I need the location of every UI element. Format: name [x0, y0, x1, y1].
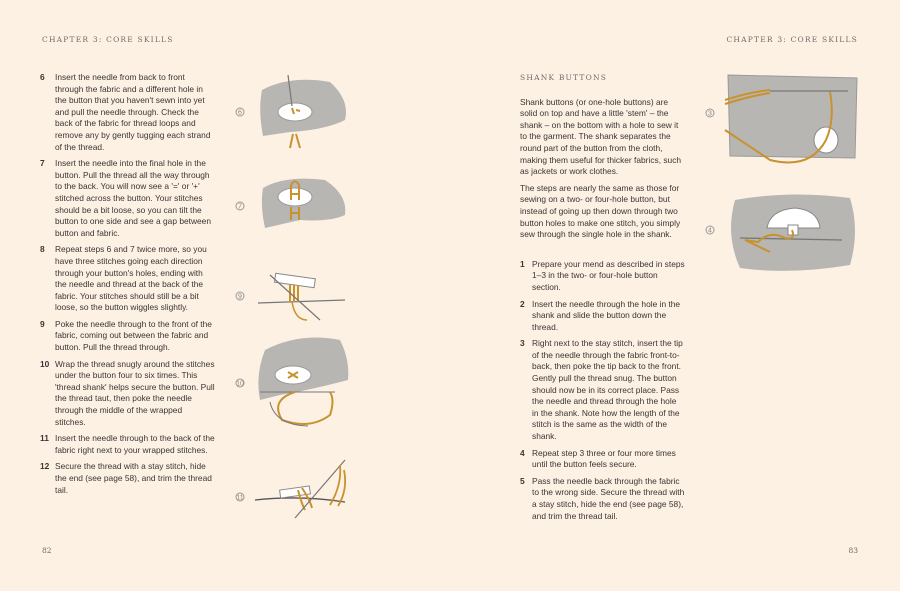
step-6 — [40, 72, 215, 153]
step-8 — [40, 244, 215, 314]
step-text: Insert the needle through the hole in the shank and slide the button down the thread. — [532, 298, 681, 332]
intro-paragraph: Shank buttons (or one-hole buttons) are solid on top and have a little 'stem' – the shank – on the bottom with a hole to sew it to the garment. The shank separates the round part of the button from the cloth, making them useful for thicker fabrics, such as jackets or work clothes. — [520, 96, 682, 177]
step-12 — [40, 461, 215, 496]
step-text: Right next to the stay stitch, insert the tip of the needle through the fabric front-to-back, then poke the tip back to the front. Gently pull the thread snug. The button should now be in its correct place. Pass the needle and thread through the hole in the shank. Note how the length of the stitch is the same as the width of the shank. — [532, 338, 683, 442]
section-title: SHANK BUTTONS — [520, 73, 608, 82]
step-text: Repeat steps 6 and 7 twice more, so you have three stitches going each direction through your button's holes, ending with the needle and thread at the back of the fabric. Your stitches should still be a bit loose, so the button wiggles slightly. — [55, 244, 207, 313]
illustration-step-6 — [236, 75, 346, 148]
step-text: Wrap the thread snugly around the stitches under the button four to six times. This 'thread shank' helps secure the button. Pull the thread taut, then poke the needle through the middle of the wrapped stitches. — [55, 358, 215, 427]
step-5 — [520, 476, 685, 522]
illustration-step-3 — [706, 75, 857, 163]
step-number: 2 — [520, 298, 525, 309]
step-number: 12 — [40, 461, 50, 472]
step-9 — [40, 319, 215, 354]
page-number-right: 83 — [848, 546, 858, 555]
figure-label: 10 — [236, 380, 244, 388]
step-number: 4 — [520, 447, 525, 458]
page-number-left: 82 — [42, 546, 52, 555]
step-text: Insert the needle into the final hole in the button. Pull the thread all the way through to the back. You will now see a '=' or '+' stitched across the button. Your stitches should be a bit loose, so you can tilt the button to one side and see a gap between button and fabric. — [55, 158, 211, 238]
illustration-step-7 — [236, 179, 345, 228]
intro-paragraph: The steps are nearly the same as those for sewing on a two- or four-hole button, but instead of going up then down through two button holes to make one stitch, you simply sew through the single hole in the shank. — [520, 182, 681, 240]
figure-label: 9 — [238, 293, 242, 301]
step-number: 5 — [520, 475, 525, 486]
step-number: 9 — [40, 318, 45, 329]
step-text: Pass the needle back through the fabric to the wrong side. Secure the thread with a stay stitch, hide the end (see page 58), and trim the thread tail. — [532, 475, 685, 521]
step-text: Insert the needle from back to front through the fabric and a different hole in the button that you haven't sewn into yet and pull the needle through. Check the back of the fabric for thread loops and remove any by gently tugging each strand of the thread. — [55, 72, 211, 152]
figure-label: 4 — [708, 227, 712, 235]
figure-label: 6 — [238, 109, 242, 117]
step-11 — [40, 433, 215, 456]
right-column — [520, 72, 685, 527]
step-number: 3 — [520, 338, 525, 349]
step-number: 6 — [40, 72, 45, 82]
step-10 — [40, 359, 215, 429]
left-steps — [40, 72, 215, 501]
figure-label: 3 — [708, 110, 712, 118]
step-3 — [520, 338, 685, 442]
running-head-left: CHAPTER 3: CORE SKILLS — [42, 35, 174, 44]
step-number: 11 — [40, 433, 49, 444]
step-4 — [520, 448, 685, 471]
step-text: Poke the needle through to the front of the fabric, coming out between the fabric and button. Pull the thread through. — [55, 318, 212, 353]
running-head-right: CHAPTER 3: CORE SKILLS — [726, 35, 858, 44]
illustration-step-10 — [236, 338, 348, 426]
illustration-step-11 — [236, 460, 345, 518]
step-text: Insert the needle through to the back of the fabric right next to your wrapped stitches. — [55, 433, 215, 455]
step-7 — [40, 158, 215, 239]
figure-label: 7 — [238, 203, 242, 211]
illustration-step-4 — [706, 194, 855, 270]
step-number: 7 — [40, 158, 45, 169]
step-1 — [520, 259, 685, 294]
step-number: 10 — [40, 358, 50, 369]
step-number: 8 — [40, 244, 45, 255]
illustration-step-9 — [236, 273, 345, 320]
step-text: Prepare your mend as described in steps 1–3 in the two- or four-hole button section. — [532, 258, 685, 292]
figure-label: 11 — [236, 494, 244, 502]
step-text: Secure the thread with a stay stitch, hide the end (see page 58), and trim the thread tail. — [55, 461, 212, 495]
step-text: Repeat step 3 three or four more times until the button feels secure. — [532, 447, 676, 470]
step-2 — [520, 299, 685, 334]
right-illustrations — [700, 70, 870, 290]
left-illustrations — [230, 70, 365, 530]
step-number: 1 — [520, 258, 525, 269]
